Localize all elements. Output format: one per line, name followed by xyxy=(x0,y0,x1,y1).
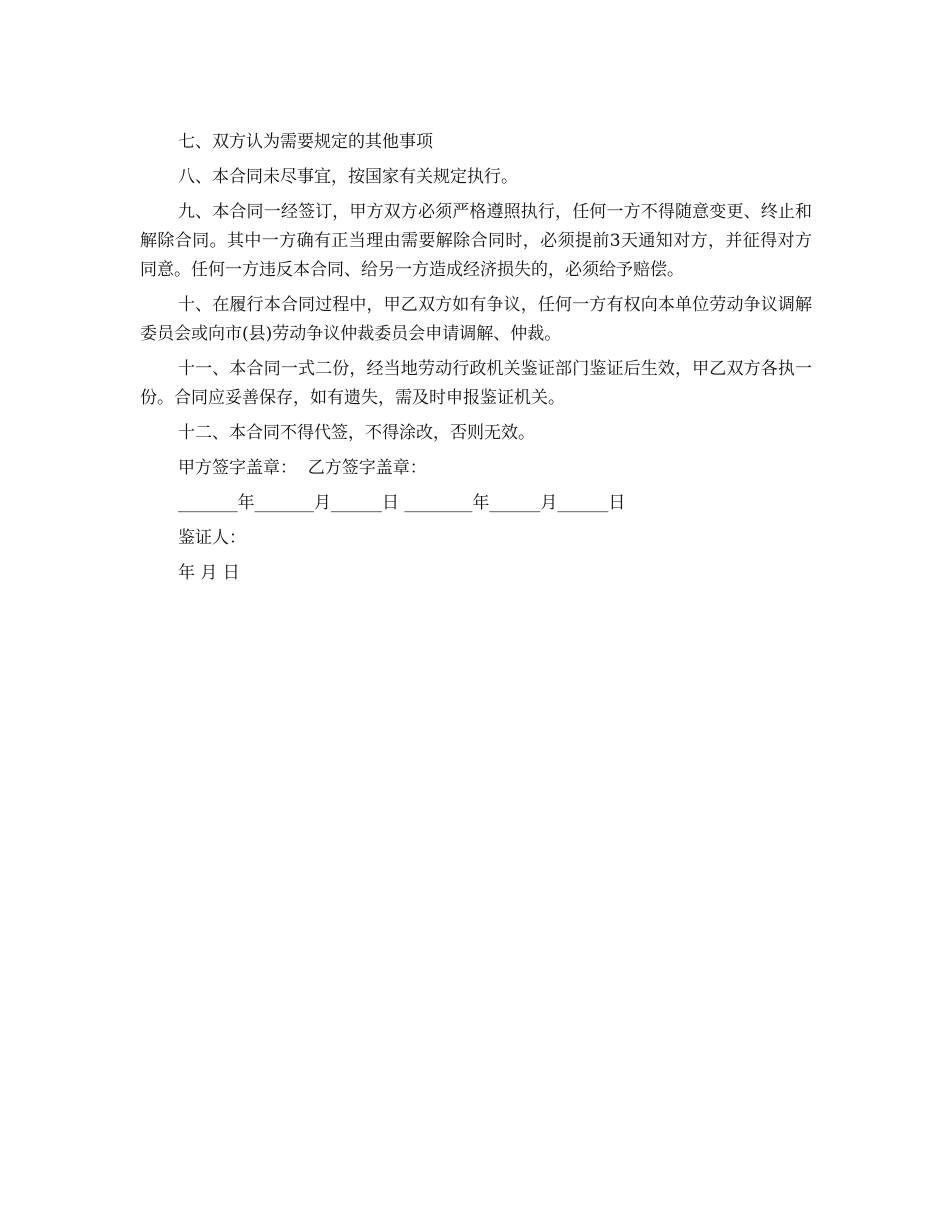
clause-7: 七、双方认为需要规定的其他事项 xyxy=(178,132,433,152)
clause-8: 八、本合同未尽事宜，按国家有关规定执行。 xyxy=(178,167,518,187)
clause-12: 十二、本合同不得代签，不得涂改，否则无效。 xyxy=(178,423,535,443)
clause-11: 十一、本合同一式二份，经当地劳动行政机关鉴证部门鉴证后生效，甲乙双方各执一份。合同应妥善保存，如有遗失，需及时申报鉴证机关。 xyxy=(140,359,812,408)
date-line: _______年_______月______日 ________年______月______日 xyxy=(178,493,626,513)
clause-10: 十、在履行本合同过程中，甲乙双方如有争议，任何一方有权向本单位劳动争议调解委员会或向市(县)劳动争议仲裁委员会申请调解、仲裁。 xyxy=(140,295,812,344)
verifier-date: 年 月 日 xyxy=(178,563,240,583)
verifier-label: 鉴证人： xyxy=(178,528,246,548)
document-body xyxy=(140,128,812,594)
clause-9: 九、本合同一经签订，甲方双方必须严格遵照执行，任何一方不得随意变更、终止和解除合同。其中一方确有正当理由需要解除合同时，必须提前3天通知对方，并征得对方同意。任何一方违反本合同、给另一方造成经济损失的，必须给予赔偿。 xyxy=(140,202,812,280)
signature-line: 甲方签字盖章： 乙方签字盖章： xyxy=(178,458,427,478)
